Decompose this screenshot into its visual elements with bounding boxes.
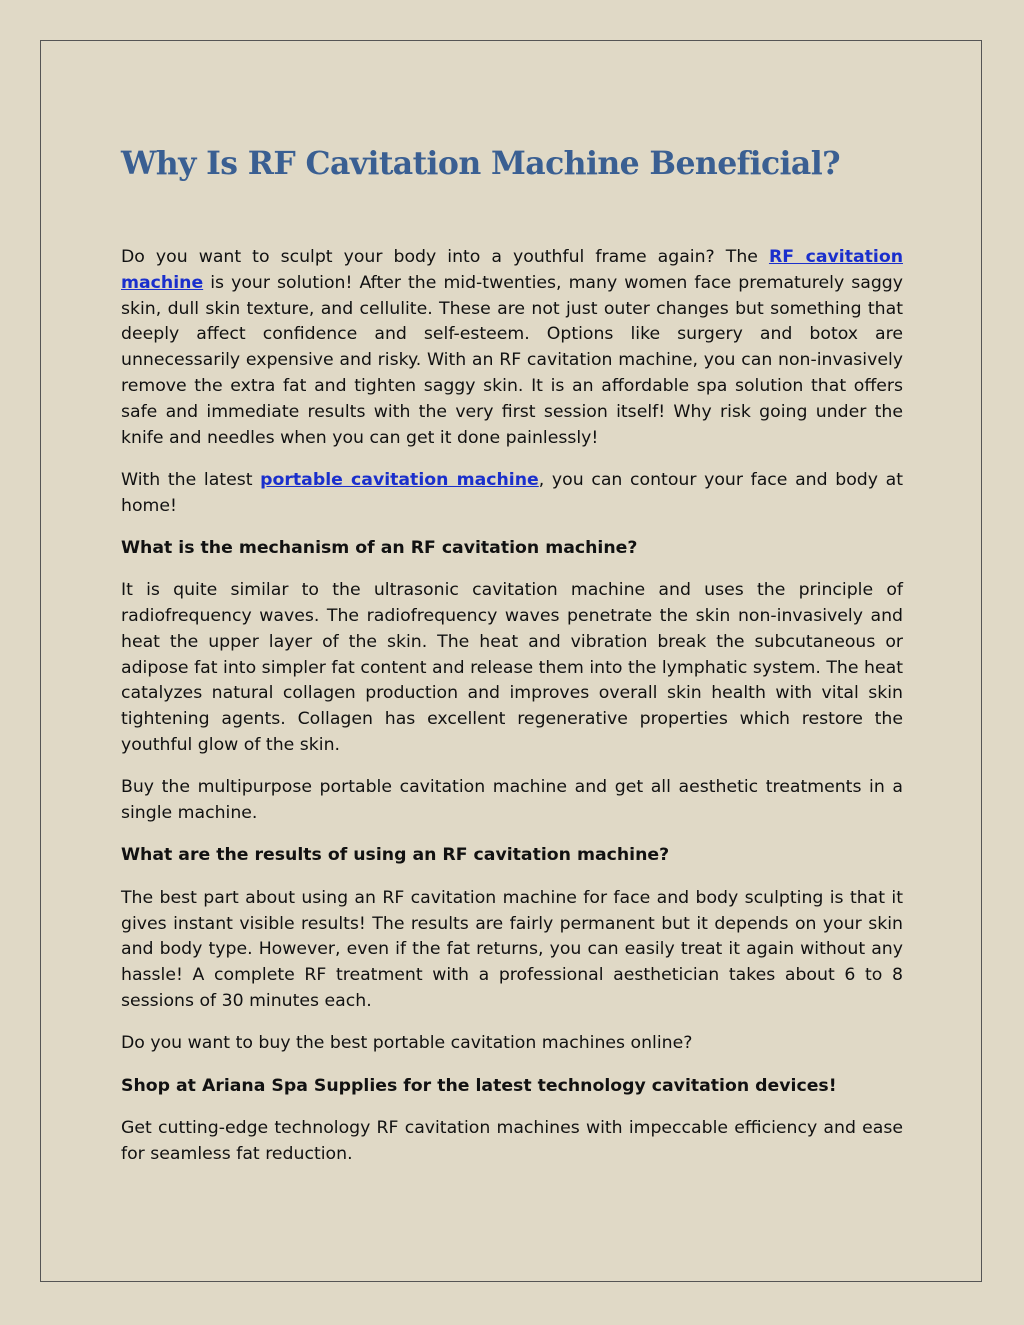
document-content — [121, 141, 903, 1184]
page-title: Why Is RF Cavitation Machine Beneficial? — [121, 145, 840, 182]
shop-heading: Shop at Ariana Spa Supplies for the latest technology cavitation devices! — [121, 1075, 837, 1096]
intro-paragraph — [121, 245, 903, 451]
portable-paragraph — [121, 468, 903, 520]
portable-cavitation-machine-link[interactable]: portable cavitation machine — [260, 469, 539, 490]
mechanism-heading: What is the mechanism of an RF cavitation machine? — [121, 537, 638, 558]
buy-question-paragraph: Do you want to buy the best portable cavitation machines online? — [121, 1033, 693, 1054]
intro-text-start: Do you want to sculpt your body into a youthful frame again? The — [121, 247, 769, 267]
results-paragraph: The best part about using an RF cavitation machine for face and body sculpting is that it gives instant visible results! The results are fairly permanent but it depends on your skin and body type. However, even if the fat returns, you can easily treat it again without any hassle! A complete RF treatment with a professional aesthetician takes about 6 to 8 sessions of 30 minutes each. — [121, 887, 903, 1011]
rf-cavitation-machine-link[interactable]: RF cavitation machine — [121, 247, 903, 293]
results-heading: What are the results of using an RF cavitation machine? — [121, 845, 670, 866]
closing-paragraph: Get cutting-edge technology RF cavitation machines with impeccable efficiency and ease for seamless fat reduction. — [121, 1117, 903, 1164]
portable-text-start: With the latest — [121, 469, 261, 490]
document-page — [40, 40, 982, 1282]
portable-text-end: , you can contour your face and body at home! — [121, 469, 904, 516]
intro-text-end: is your solution! After the mid-twenties, many women face prematurely saggy skin, dull skin texture, and cellulite. These are not just outer changes but something that deeply affect confidence and self-esteem. Options like surgery and botox are unnecessarily expensive and risky. With an RF cavitation machine, you can non-invasively remove the extra fat and tighten saggy skin. It is an affordable spa solution that offers safe and immediate results with the very first session itself! Why risk going under the knife and needles when you can get it done painlessly! — [121, 272, 903, 448]
mechanism-paragraph: It is quite similar to the ultrasonic cavitation machine and uses the principle of radiofrequency waves. The radiofrequency waves penetrate the skin non-invasively and heat the upper layer of the skin. The heat and vibration break the subcutaneous or adipose fat into simpler fat content and release them into the lymphatic system. The heat catalyzes natural collagen production and improves overall skin health with vital skin tightening agents. Collagen has excellent regenerative properties which restore the youthful glow of the skin. — [121, 580, 903, 756]
multipurpose-paragraph: Buy the multipurpose portable cavitation machine and get all aesthetic treatments in a single machine. — [121, 777, 903, 824]
